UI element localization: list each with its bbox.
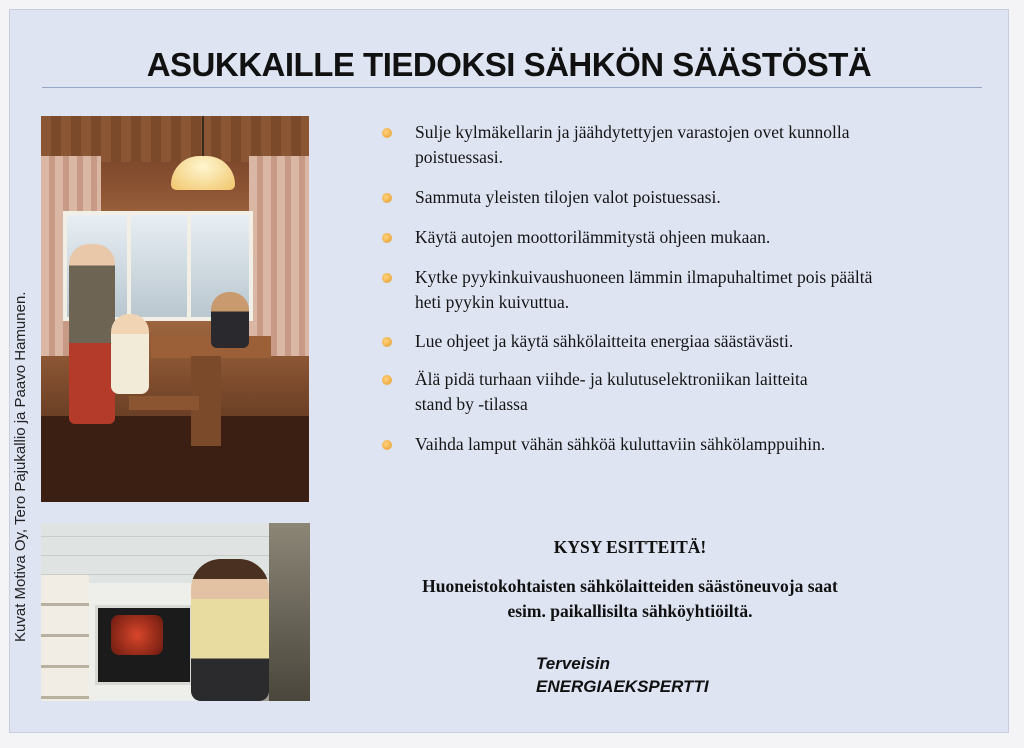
tip-line: Kytke pyykinkuivaushuoneen lämmin ilmapuhaltimet pois päältä: [415, 267, 873, 287]
tip-line: Käytä autojen moottorilämmitystä ohjeen mukaan.: [415, 227, 771, 247]
tip-item: [382, 225, 982, 250]
photo-shelf: [269, 523, 310, 701]
tip-item: [382, 432, 982, 457]
tip-line: Vaihda lamput vähän sähköä kuluttaviin sähkölamppuihin.: [415, 434, 826, 454]
photo-adult: [69, 244, 115, 424]
bullet-icon: [382, 375, 392, 385]
photo-oven-glow: [111, 615, 163, 655]
photo-child: [111, 314, 149, 394]
tips-list: [382, 120, 982, 457]
photo-woman: [191, 559, 269, 701]
tip-line: heti pyykin kuivuttua.: [415, 292, 570, 312]
tip-item: [382, 329, 982, 354]
tip-line: Sulje kylmäkellarin ja jäähdytettyjen varastojen ovet kunnolla: [415, 122, 850, 142]
notice-title: ASUKKAILLE TIEDOKSI SÄHKÖN SÄÄSTÖSTÄ: [146, 46, 872, 83]
tip-line: Sammuta yleisten tilojen valot poistuessasi.: [415, 187, 721, 207]
photo-credit: Kuvat Motiva Oy, Tero Pajukallio ja Paavo Hamunen.: [12, 291, 29, 642]
kitchen-table-photo: [41, 116, 309, 502]
bullet-icon: [382, 337, 392, 347]
bullet-icon: [382, 193, 392, 203]
bullet-icon: [382, 273, 392, 283]
advice-line: Huoneistokohtaisten sähkölaitteiden säästöneuvoja saat: [422, 576, 838, 596]
bullet-icon: [382, 233, 392, 243]
tip-line: stand by -tilassa: [415, 394, 528, 414]
bullet-icon: [382, 440, 392, 450]
advice-text: [400, 574, 860, 624]
tip-item: [382, 265, 982, 315]
photo-bench: [129, 396, 199, 410]
photo-girl: [211, 292, 249, 348]
photo-lamp-cord: [202, 116, 204, 158]
photo-curtain-right: [249, 156, 309, 356]
advice-line: esim. paikallisilta sähköyhtiöiltä.: [507, 601, 753, 621]
photo-floor: [41, 416, 309, 502]
tip-line: Lue ohjeet ja käytä sähkölaitteita energiaa säästävästi.: [415, 331, 794, 351]
bullet-icon: [382, 128, 392, 138]
tip-item: [382, 367, 982, 417]
signature-sender: ENERGIAEKSPERTTI: [536, 677, 709, 696]
tip-line: poistuessasi.: [415, 147, 503, 167]
signature: [536, 652, 709, 698]
oven-photo: [41, 523, 310, 701]
tip-item: [382, 120, 982, 170]
notice-sheet: [9, 9, 1009, 733]
tip-item: [382, 185, 982, 210]
ask-heading: KYSY ESITTEITÄ!: [553, 537, 707, 557]
signature-greeting: Terveisin: [536, 654, 611, 673]
photo-drawers: [41, 575, 89, 701]
title-divider: [42, 87, 982, 88]
tip-line: Älä pidä turhaan viihde- ja kulutuselektroniikan laitteita: [415, 369, 808, 389]
